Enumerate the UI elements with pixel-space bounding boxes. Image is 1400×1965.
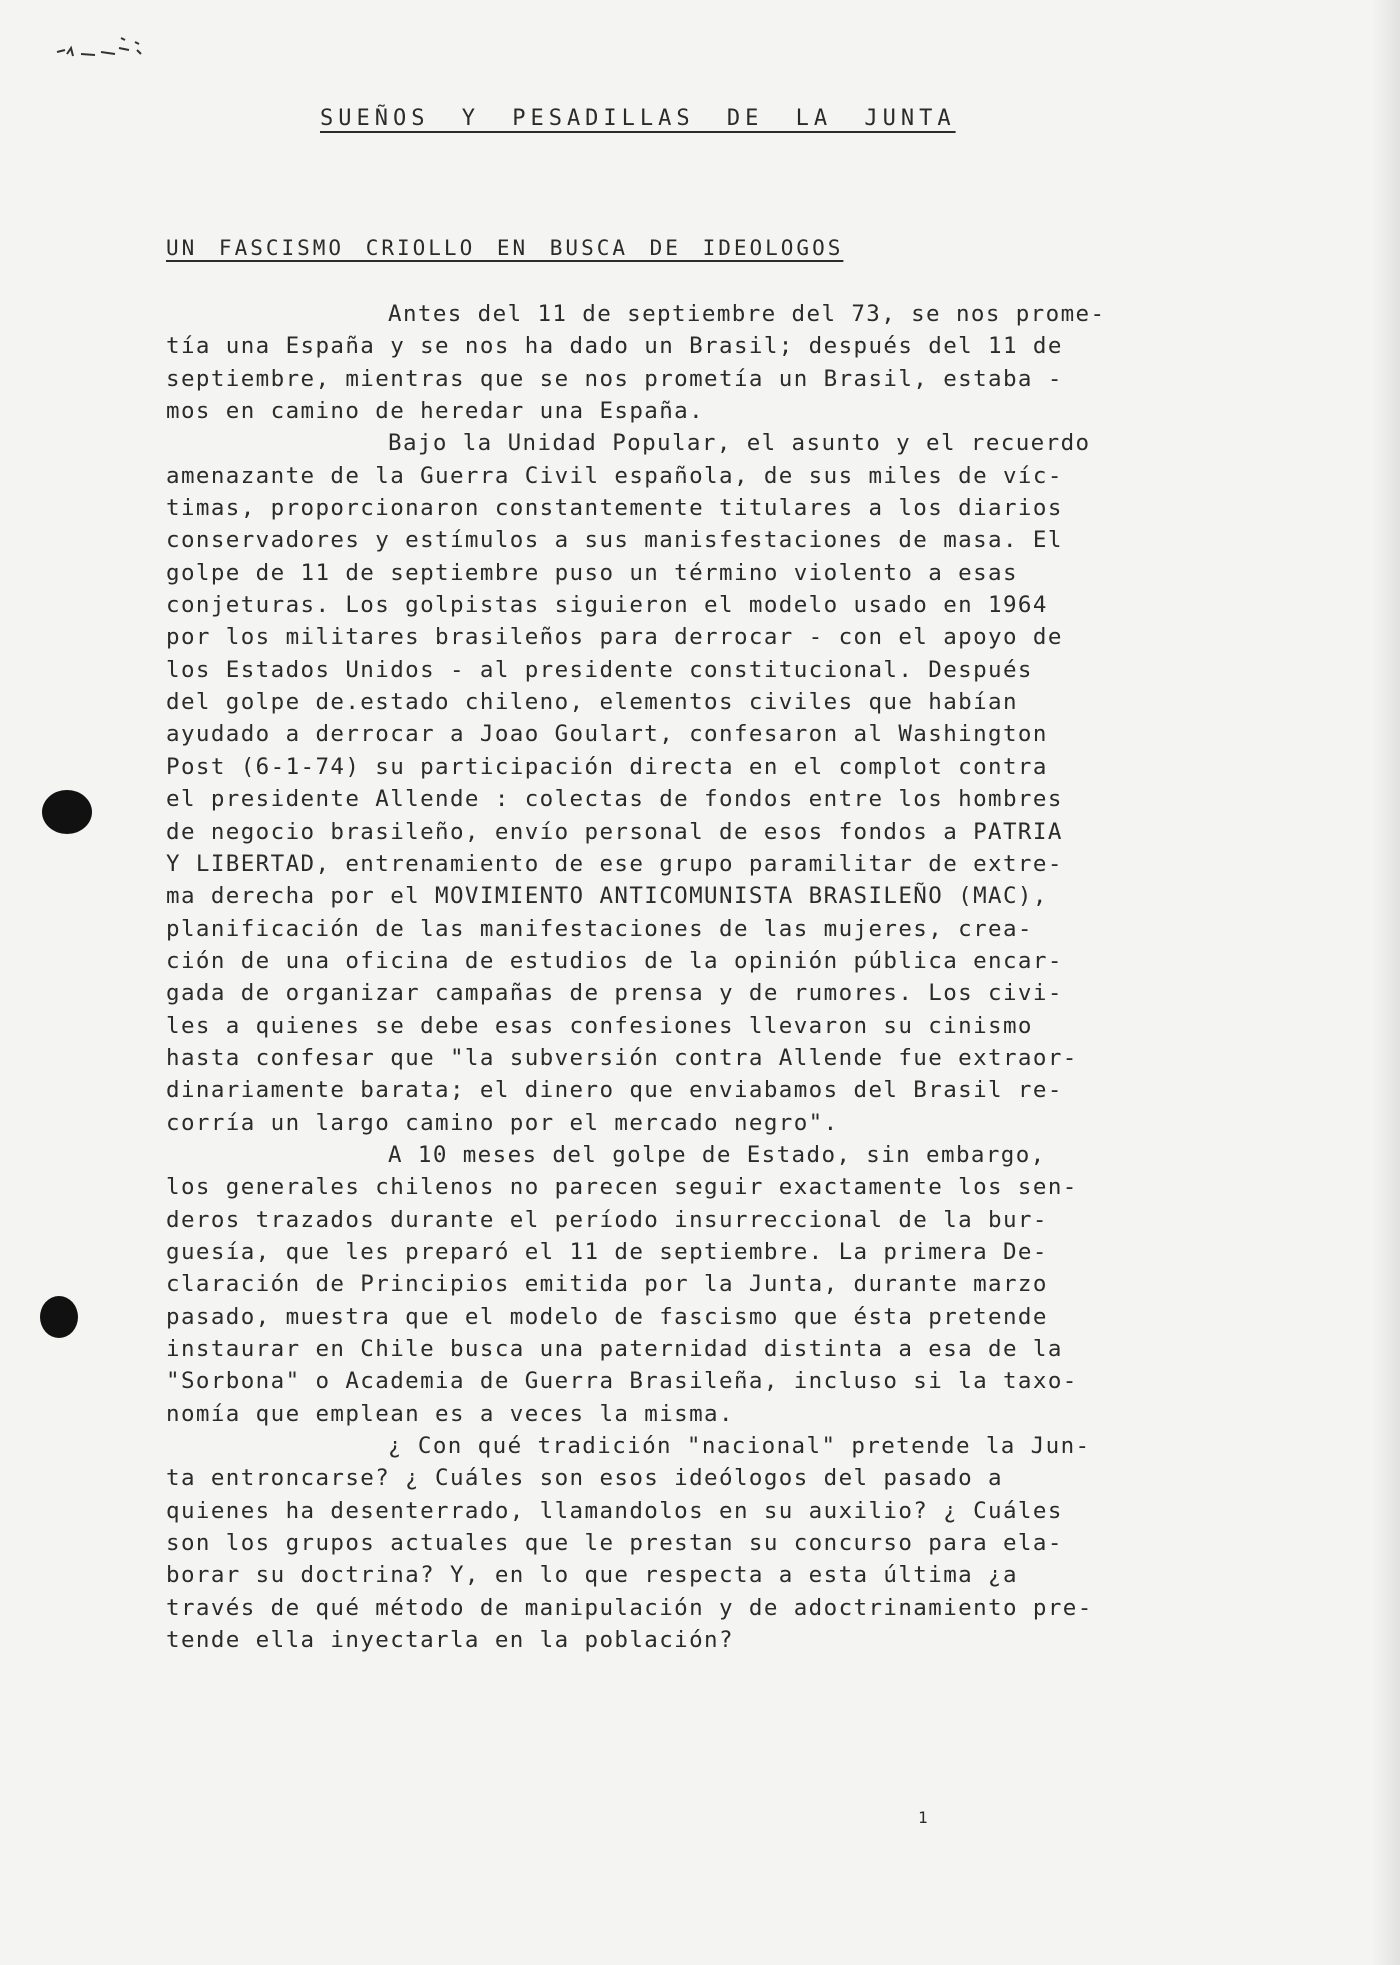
page-title: SUEÑOS Y PESADILLAS DE LA JUNTA — [320, 106, 956, 131]
text-line: Y LIBERTAD, entrenamiento de ese grupo paramilitar de extre- — [166, 850, 1063, 877]
text-line: tende ella inyectarla en la población? — [166, 1627, 734, 1654]
ink-blot-mark — [42, 790, 92, 834]
body-text — [166, 298, 1216, 1656]
page-number: 1 — [918, 1808, 928, 1827]
text-line: planificación de las manifestaciones de las mujeres, crea- — [166, 915, 1033, 942]
text-line: les a quienes se debe esas confesiones llevaron su cinismo — [166, 1012, 1033, 1039]
text-line: corría un largo camino por el mercado negro". — [166, 1109, 839, 1136]
text-line: gada de organizar campañas de prensa y de rumores. Los civi- — [166, 980, 1063, 1007]
section-subtitle: UN FASCISMO CRIOLLO EN BUSCA DE IDEOLOGOS — [166, 236, 844, 260]
text-line: ¿ Con qué tradición "nacional" pretende la Jun- — [388, 1433, 1091, 1460]
text-line: conservadores y estímulos a sus manisfestaciones de masa. El — [166, 527, 1063, 554]
text-line: amenazante de la Guerra Civil española, de sus miles de víc- — [166, 462, 1063, 489]
text-line: claración de Principios emitida por la Junta, durante marzo — [166, 1271, 1048, 1298]
text-line: mos en camino de heredar una España. — [166, 398, 705, 425]
text-line: ma derecha por el MOVIMIENTO ANTICOMUNISTA BRASILEÑO (MAC), — [166, 883, 1048, 910]
text-line: los generales chilenos no parecen seguir exactamente los sen- — [166, 1174, 1078, 1201]
text-line: través de qué método de manipulación y de adoctrinamiento pre- — [166, 1594, 1093, 1621]
text-line: guesía, que les preparó el 11 de septiembre. La primera De- — [166, 1238, 1048, 1265]
text-line: hasta confesar que "la subversión contra Allende fue extraor- — [166, 1044, 1078, 1071]
text-line: instaurar en Chile busca una paternidad distinta a esa de la — [166, 1336, 1063, 1362]
text-line: los Estados Unidos - al presidente constitucional. Después — [166, 656, 1033, 683]
text-line: timas, proporcionaron constantemente titulares a los diarios — [166, 495, 1063, 522]
text-line: ayudado a derrocar a Joao Goulart, confesaron al Washington — [166, 721, 1048, 748]
text-line: A 10 meses del golpe de Estado, sin embargo, — [388, 1141, 1046, 1168]
text-line: pasado, muestra que el modelo de fascismo que ésta pretende — [166, 1303, 1048, 1330]
text-line: son los grupos actuales que le prestan su concurso para ela- — [166, 1530, 1063, 1557]
text-line: Bajo la Unidad Popular, el asunto y el recuerdo — [388, 430, 1091, 457]
text-line: tía una España y se nos ha dado un Brasil; después del 11 de — [166, 333, 1063, 360]
text-line: de negocio brasileño, envío personal de esos fondos a PATRIA — [166, 818, 1063, 845]
text-line: septiembre, mientras que se nos prometía un Brasil, estaba - — [166, 365, 1063, 392]
text-line: dinariamente barata; el dinero que enviabamos del Brasil re- — [166, 1077, 1063, 1104]
text-line: Antes del 11 de septiembre del 73, se nos prome- — [388, 301, 1106, 327]
text-line: por los militares brasileños para derrocar - con el apoyo de — [166, 624, 1063, 651]
text-line: del golpe de.estado chileno, elementos civiles que habían — [166, 689, 1018, 716]
text-line: ta entroncarse? ¿ Cuáles son esos ideólogos del pasado a — [166, 1465, 1003, 1492]
ink-blot-mark — [40, 1296, 78, 1338]
text-line: golpe de 11 de septiembre puso un término violento a esas — [166, 559, 1018, 586]
text-line: "Sorbona" o Academia de Guerra Brasileña, incluso si la taxo- — [166, 1368, 1078, 1395]
page-shadow — [1372, 0, 1400, 1965]
text-line: borar su doctrina? Y, en lo que respecta a esta última ¿a — [166, 1562, 1018, 1589]
text-line: deros trazados durante el período insurreccional de la bur- — [166, 1206, 1048, 1233]
corner-scribble-mark — [55, 28, 155, 68]
text-line: nomía que emplean es a veces la misma. — [166, 1400, 734, 1427]
text-line: quienes ha desenterrado, llamandolos en su auxilio? ¿ Cuáles — [166, 1497, 1063, 1524]
text-line: ción de una oficina de estudios de la opinión pública encar- — [166, 947, 1063, 974]
text-line: conjeturas. Los golpistas siguieron el modelo usado en 1964 — [166, 592, 1048, 619]
text-line: el presidente Allende : colectas de fondos entre los hombres — [166, 786, 1063, 813]
text-line: Post (6-1-74) su participación directa en el complot contra — [166, 753, 1048, 780]
